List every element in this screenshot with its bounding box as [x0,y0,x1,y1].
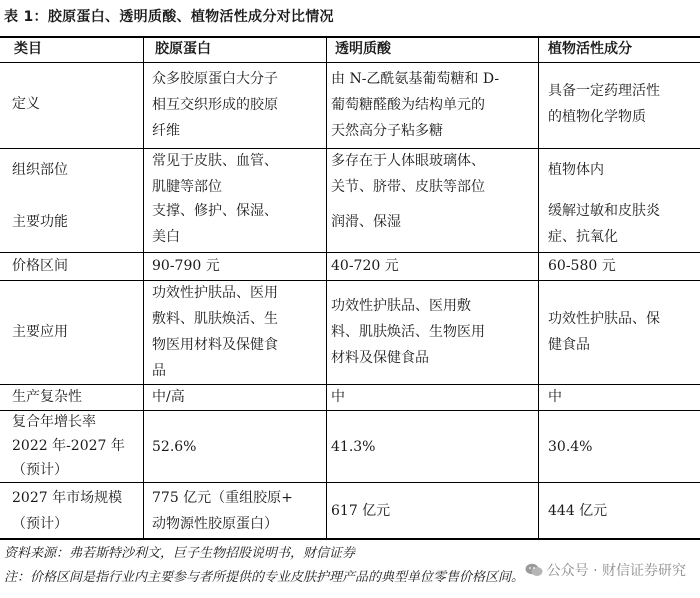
wechat-icon [525,563,543,577]
row-label-application: 主要应用 [12,324,68,340]
cagr-plant-actives: 30.4% [548,439,593,455]
definition-collagen: 众多胶原蛋白大分子 相互交织形成的胶原 纤维 [152,71,278,139]
definition-plant-actives: 具备一定药理活性 的植物化学物质 [548,83,660,125]
tissue-hyaluronic-acid: 多存在于人体眼玻璃体、 关节、脐带、皮肤等部位 [331,153,485,195]
cagr-hyaluronic-acid: 41.3% [331,439,376,455]
function-hyaluronic-acid: 润滑、保湿 [331,214,401,230]
header-hyaluronic-acid: 透明质酸 [335,41,391,57]
complexity-plant-actives: 中 [548,389,562,405]
row-label-cagr: 复合年增长率 2022 年-2027 年 （预计） [12,414,125,478]
row-label-complexity: 生产复杂性 [12,389,82,405]
table-title: 表 1：胶原蛋白、透明质酸、植物活性成分对比情况 [4,9,334,25]
source-note: 资料来源：弗若斯特沙利文，巨子生物招股说明书，财信证券 [4,546,356,561]
application-plant-actives: 功效性护肤品、保 健食品 [548,311,660,353]
header-rule [0,62,700,63]
tissue-plant-actives: 植物体内 [548,162,604,178]
row-rule [0,384,700,385]
header-plant-actives: 植物活性成分 [548,41,632,57]
row-label-function: 主要功能 [12,214,68,230]
cagr-collagen: 52.6% [152,439,197,455]
column-divider [538,36,539,539]
column-divider [143,36,144,539]
market-hyaluronic-acid: 617 亿元 [331,503,391,519]
row-rule [0,482,700,483]
definition-hyaluronic-acid: 由 N-乙酰氨基葡萄糖和 D- 葡萄糖醛酸为结构单元的 天然高分子粘多糖 [331,71,500,139]
price-collagen: 90-790 元 [152,258,220,274]
complexity-hyaluronic-acid: 中 [331,389,345,405]
market-collagen: 775 亿元（重组胶原+ 动物源性胶原蛋白） [152,490,293,532]
watermark [525,560,686,580]
header-collagen: 胶原蛋白 [155,41,211,57]
function-collagen: 支撑、修护、保湿、 美白 [152,203,278,245]
price-hyaluronic-acid: 40-720 元 [331,258,399,274]
row-rule [0,280,700,281]
row-label-definition: 定义 [12,96,40,112]
tissue-collagen: 常见于皮肤、血管、 肌腱等部位 [152,153,278,195]
function-plant-actives: 缓解过敏和皮肤炎 症、抗氧化 [548,203,660,245]
header-category: 类目 [14,41,42,57]
row-label-price: 价格区间 [12,258,68,274]
column-divider [326,36,327,539]
footnote: 注：价格区间是指行业内主要参与者所提供的专业皮肤护理产品的典型单位零售价格区间。 [4,570,525,585]
bottom-rule [0,538,700,540]
application-collagen: 功效性护肤品、医用 敷料、肌肤焕活、生 物医用材料及保健食 品 [152,285,278,379]
row-label-tissue: 组织部位 [12,162,68,178]
row-label-market: 2027 年市场规模 （预计） [12,490,123,532]
market-plant-actives: 444 亿元 [548,503,608,519]
watermark-text: 公众号 · 财信证券研究 [546,563,686,579]
price-plant-actives: 60-580 元 [548,258,616,274]
complexity-collagen: 中/高 [152,389,185,405]
application-hyaluronic-acid: 功效性护肤品、医用敷 料、肌肤焕活、生物医用 材料及保健食品 [331,298,485,366]
